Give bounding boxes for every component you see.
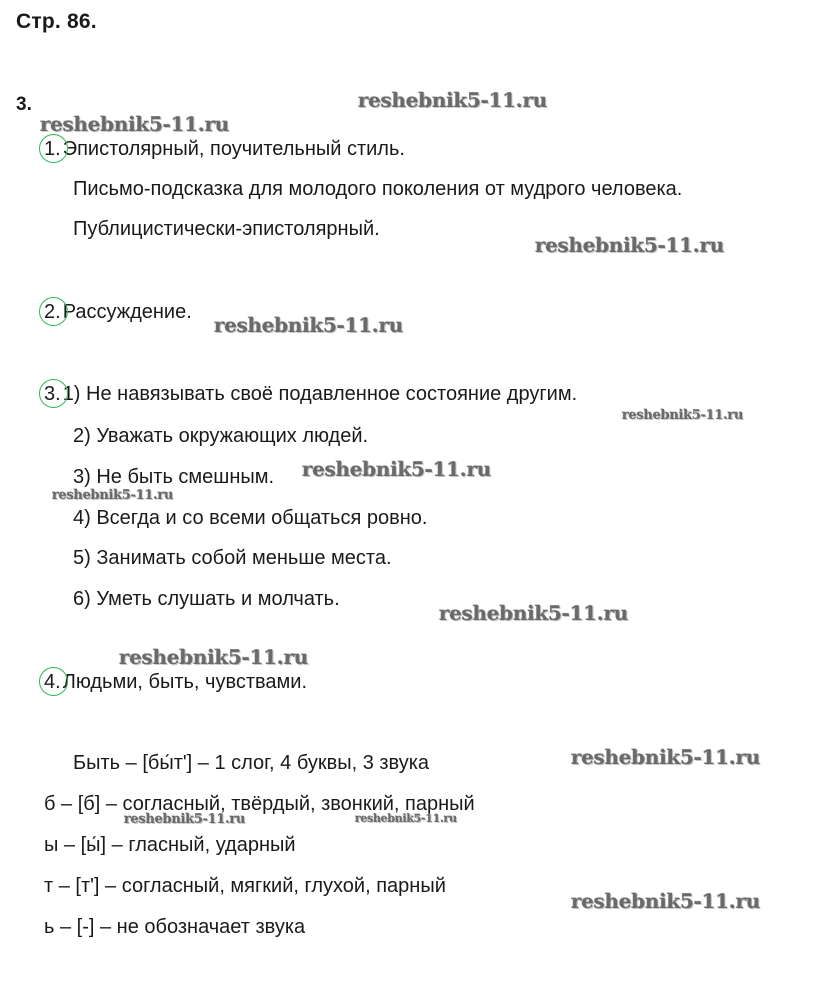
watermark: reshebnik5-11.ru [571,889,761,913]
item-4-text: Людьми, быть, чувствами. [62,671,308,693]
item-2-line [44,300,192,324]
item-3-line-4: 4) Всегда и со всеми общаться ровно. [73,507,428,529]
watermark: reshebnik5-11.ru [439,601,629,625]
item-1-line-1 [44,137,405,161]
item-2-text: Рассуждение. [62,301,192,323]
analysis-line-1: Быть – [бы́т'] – 1 слог, 4 буквы, 3 звука [73,752,430,774]
watermark: reshebnik5-11.ru [119,645,309,669]
analysis-line-2: б – [б] – согласный, твёрдый, звонкий, парный [44,793,475,815]
page-header: Стр. 86. [16,10,97,33]
watermark: reshebnik5-11.ru [52,488,174,503]
item-2-number: 2. [44,301,61,323]
watermark: reshebnik5-11.ru [355,812,457,825]
item-1-text: Эпистолярный, поучительный стиль. [62,138,405,160]
item-3-line-1 [44,382,577,406]
analysis-line-4: т – [т'] – согласный, мягкий, глухой, парный [44,875,446,897]
item-3-line-2: 2) Уважать окружающих людей. [73,425,369,447]
analysis-line-5: ь – [-] – не обозначает звука [44,916,306,938]
item-3-number: 3. [44,383,61,405]
item-3-line-6: 6) Уметь слушать и молчать. [73,588,340,610]
analysis-line-3: ы – [ы́] – гласный, ударный [44,834,296,856]
item-1-line-2: Письмо-подсказка для молодого поколения от мудрого человека. [73,178,683,200]
watermark: reshebnik5-11.ru [302,457,492,481]
task-number: 3. [16,94,32,115]
item-3-line-3: 3) Не быть смешным. [73,466,275,488]
watermark: reshebnik5-11.ru [358,88,548,112]
item-4-number: 4. [44,671,61,693]
watermark: reshebnik5-11.ru [535,233,725,257]
item-1-line-3: Публицистически-эпистолярный. [73,218,380,240]
watermark: reshebnik5-11.ru [571,745,761,769]
item-3-line-5: 5) Занимать собой меньше места. [73,547,392,569]
watermark: reshebnik5-11.ru [214,313,404,337]
watermark: reshebnik5-11.ru [622,408,744,423]
watermark: reshebnik5-11.ru [124,812,246,827]
item-3-text: 1) Не навязывать своё подавленное состояние другим. [62,383,578,405]
item-1-number: 1. [44,138,61,160]
watermark: reshebnik5-11.ru [40,112,230,136]
item-4-line [44,670,307,694]
